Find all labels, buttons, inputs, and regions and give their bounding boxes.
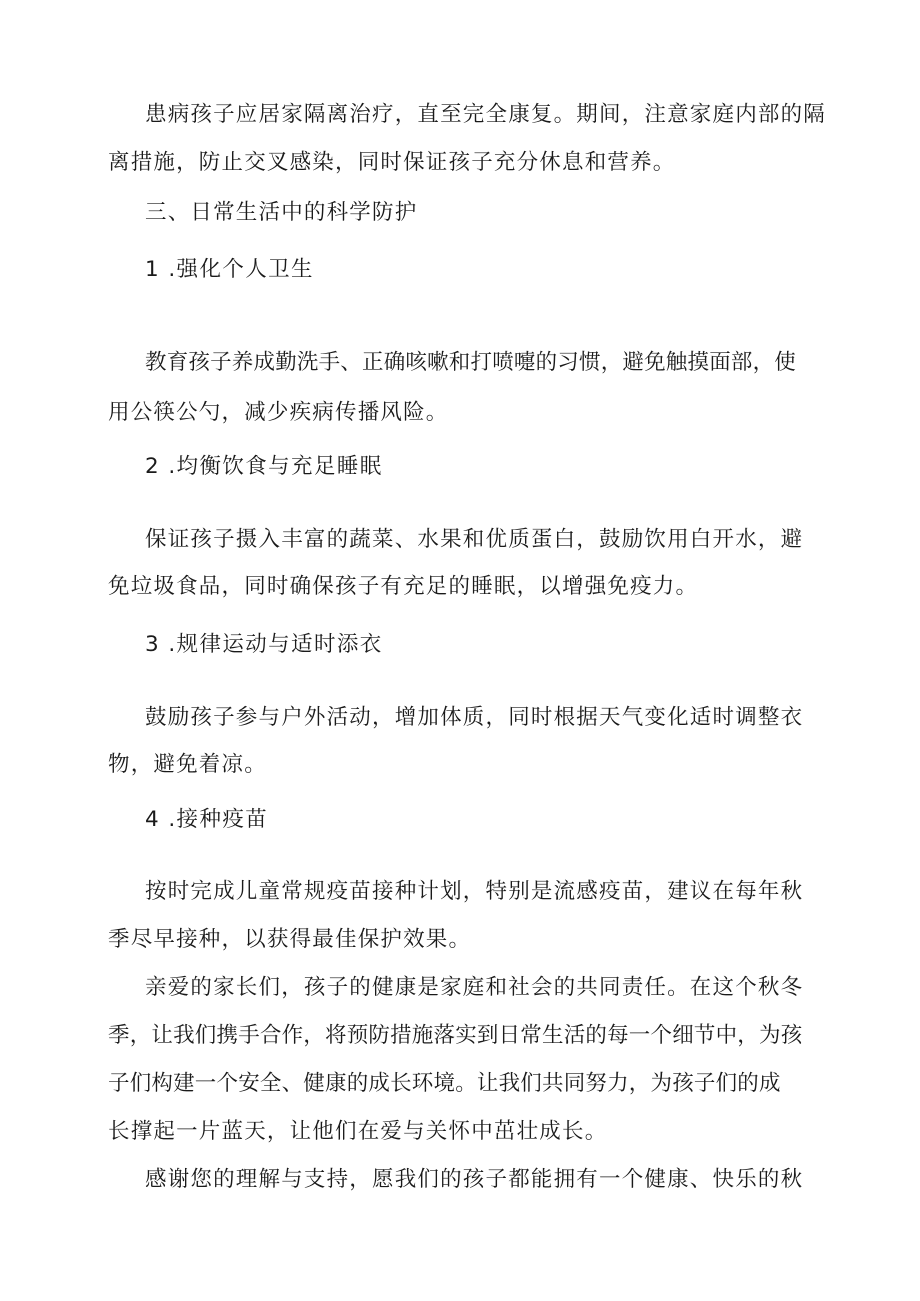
paragraph-line: 季，让我们携手合作，将预防措施落实到日常生活的每一个细节中，为孩: [108, 1023, 803, 1048]
paragraph-line: 保证孩子摄入丰富的蔬菜、水果和优质蛋白，鼓励饮用白开水，避: [145, 527, 804, 552]
paragraph-line: 长撑起一片蓝天，让他们在爱与关怀中茁壮成长。: [108, 1119, 608, 1144]
paragraph-line: 按时完成儿童常规疫苗接种计划，特别是流感疫苗，建议在每年秋: [145, 879, 804, 904]
paragraph-line: 亲爱的家长们，孩子的健康是家庭和社会的共同责任。在这个秋冬: [145, 975, 804, 1000]
paragraph-line: 患病孩子应居家隔离治疗，直至完全康复。期间，注意家庭内部的隔: [145, 102, 827, 127]
subsection-heading: 3 .规律运动与适时添衣: [145, 632, 383, 657]
paragraph-line: 鼓励孩子参与户外活动，增加体质，同时根据天气变化适时调整衣: [145, 705, 804, 730]
paragraph-line: 教育孩子养成勤洗手、正确咳嗽和打喷嚏的习惯，避免触摸面部，使: [145, 350, 797, 375]
subsection-heading: 4 .接种疫苗: [145, 807, 269, 832]
paragraph-line: 免垃圾食品，同时确保孩子有充足的睡眠，以增强免疫力。: [108, 574, 699, 599]
paragraph-line: 子们构建一个安全、健康的成长环境。让我们共同努力，为孩子们的成: [108, 1071, 781, 1096]
subsection-heading: 2 .均衡饮食与充足睡眠: [145, 454, 383, 479]
paragraph-line: 感谢您的理解与支持，愿我们的孩子都能拥有一个健康、快乐的秋: [145, 1167, 804, 1192]
paragraph-line: 季尽早接种，以获得最佳保护效果。: [108, 927, 472, 952]
paragraph-line: 物，避免着凉。: [108, 752, 267, 777]
subsection-heading: 1 .强化个人卫生: [145, 257, 314, 282]
paragraph-line: 用公筷公勺，减少疾病传播风险。: [108, 400, 449, 425]
section-heading: 三、日常生活中的科学防护: [145, 200, 418, 225]
paragraph-line: 离措施，防止交叉感染，同时保证孩子充分休息和营养。: [108, 150, 676, 175]
